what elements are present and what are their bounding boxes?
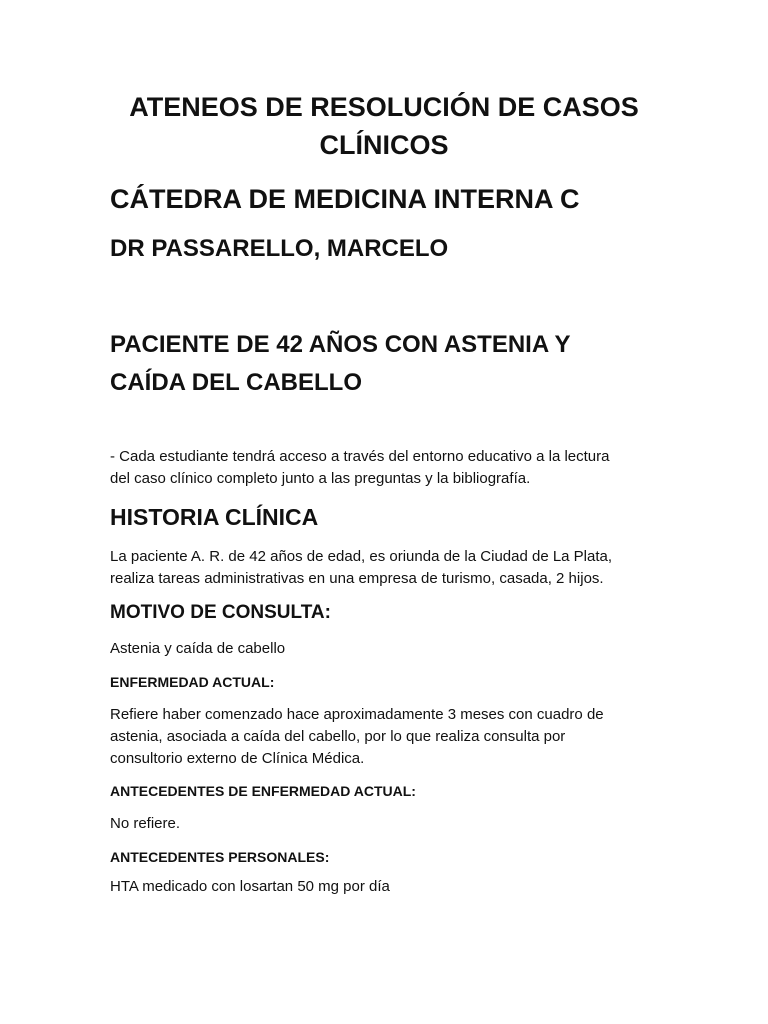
- intro-line-2: del caso clínico completo junto a las preguntas y la bibliografía.: [110, 470, 531, 487]
- enfermedad-line-1: Refiere haber comenzado hace aproximadamente 3 meses con cuadro de: [110, 706, 604, 723]
- history-line-1: La paciente A. R. de 42 años de edad, es oriunda de la Ciudad de La Plata,: [110, 548, 613, 565]
- enfermedad-line-3: consultorio externo de Clínica Médica.: [110, 750, 365, 767]
- case-title: [110, 326, 710, 402]
- intro-line-1: - Cada estudiante tendrá acceso a través del entorno educativo a la lectura: [110, 448, 610, 465]
- enfermedad-label: ENFERMEDAD ACTUAL:: [110, 674, 275, 690]
- title-line-1: ATENEOS DE RESOLUCIÓN DE CASOS: [129, 92, 639, 122]
- antecedentes-personales-text: HTA medicado con losartan 50 mg por día: [110, 878, 390, 895]
- chair-heading: CÁTEDRA DE MEDICINA INTERNA C: [110, 184, 580, 214]
- antecedentes-enfermedad-text: No refiere.: [110, 815, 181, 832]
- enfermedad-line-2: astenia, asociada a caída del cabello, por lo que realiza consulta por: [110, 728, 566, 745]
- antecedentes-enfermedad-label: ANTECEDENTES DE ENFERMEDAD ACTUAL:: [110, 783, 416, 799]
- document-title: [100, 88, 668, 164]
- enfermedad-paragraph: [110, 704, 670, 770]
- antecedentes-personales-label: ANTECEDENTES PERSONALES:: [110, 849, 330, 865]
- history-heading: HISTORIA CLÍNICA: [110, 504, 319, 530]
- case-title-line-1: PACIENTE DE 42 AÑOS CON ASTENIA Y: [110, 331, 571, 358]
- intro-paragraph: [110, 446, 670, 490]
- history-paragraph: [110, 546, 670, 590]
- title-line-2: CLÍNICOS: [319, 130, 449, 160]
- history-line-2: realiza tareas administrativas en una empresa de turismo, casada, 2 hijos.: [110, 570, 604, 587]
- case-title-line-2: CAÍDA DEL CABELLO: [110, 369, 362, 396]
- motivo-text: Astenia y caída de cabello: [110, 640, 286, 657]
- motivo-heading: MOTIVO DE CONSULTA:: [110, 602, 331, 623]
- author-heading: DR PASSARELLO, MARCELO: [110, 235, 449, 262]
